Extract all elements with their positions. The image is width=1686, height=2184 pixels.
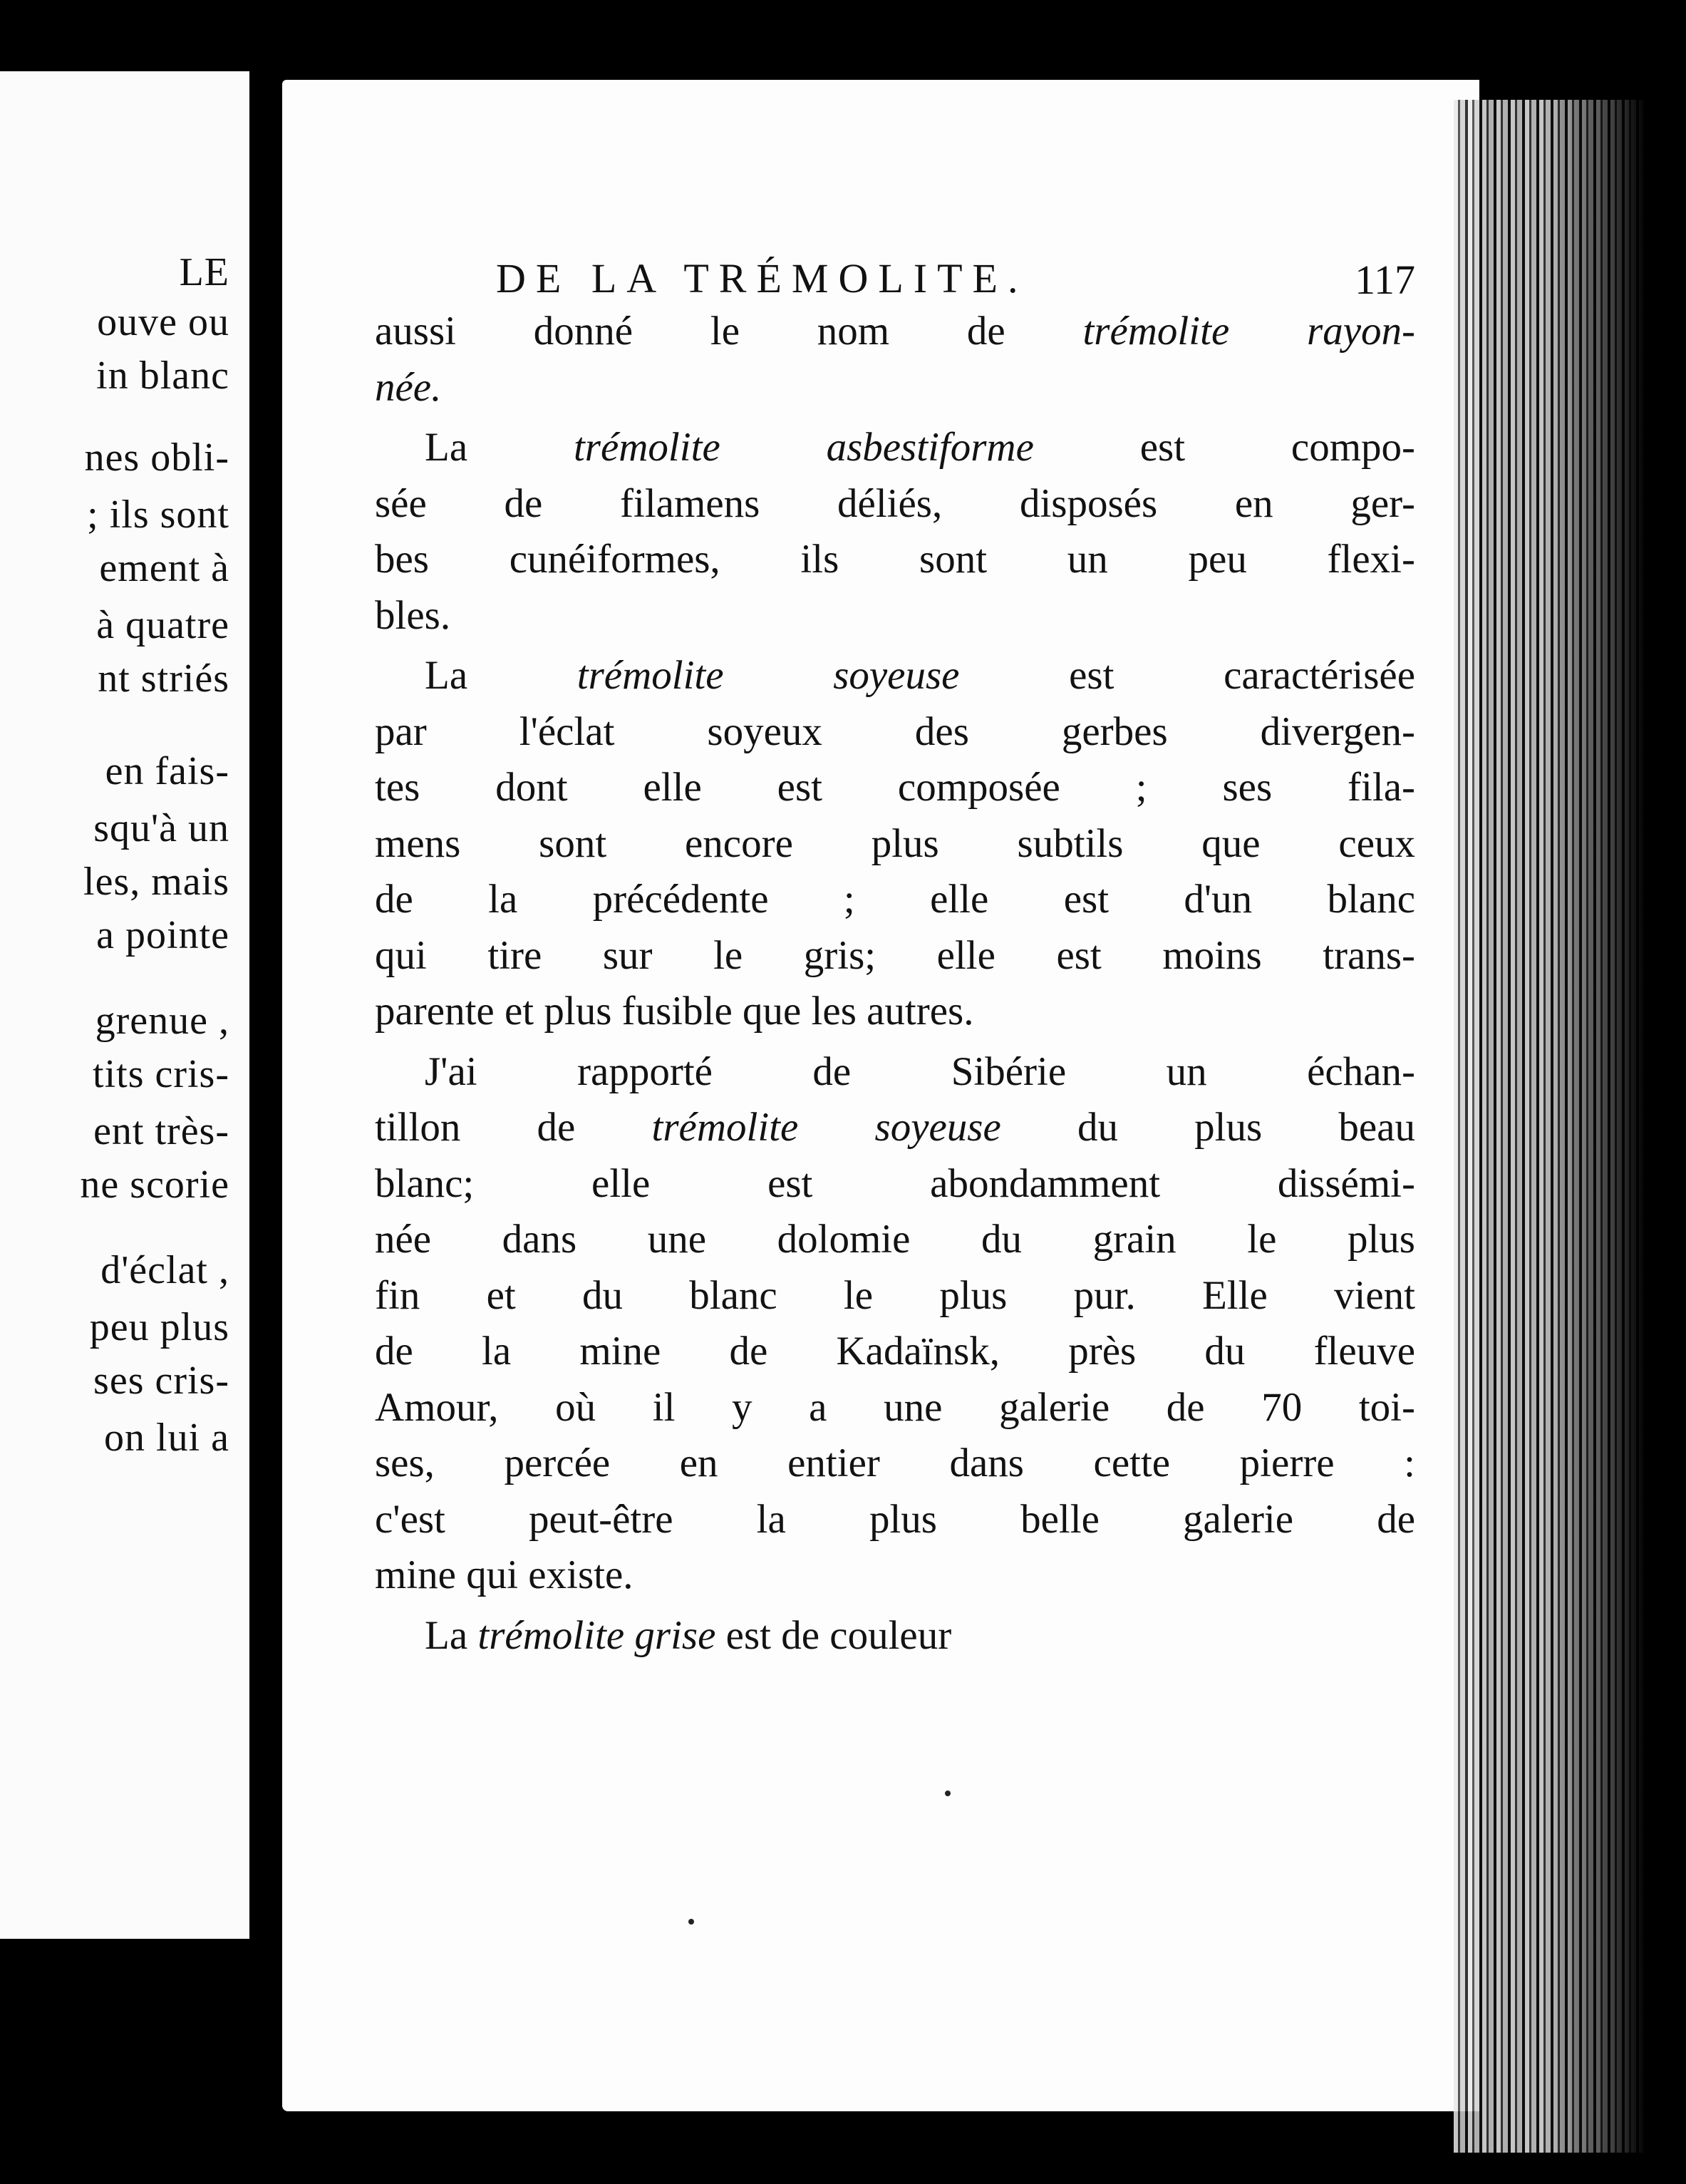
page-number: 117: [1355, 257, 1415, 303]
italic-term: trémolite soyeuse: [651, 1105, 1001, 1150]
text-run: bes cunéiformes, ils sont un peu flexi-: [375, 537, 1415, 582]
text-run: ses, percée en entier dans cette pierre :: [375, 1441, 1415, 1485]
text-run: de la précédente ; elle est d'un blanc: [375, 877, 1415, 922]
left-page-line-fragment: peu plus: [89, 1305, 229, 1349]
text-line: [375, 536, 1415, 583]
right-page: [282, 80, 1479, 2111]
text-line: [375, 1216, 1415, 1263]
text-line: [375, 364, 1415, 411]
left-page-line-fragment: ses cris-: [93, 1359, 229, 1403]
text-run: Amour, où il y a une galerie de 70 toi-: [375, 1384, 1415, 1430]
text-run: qui tire sur le gris; elle est moins trans-: [375, 932, 1415, 978]
text-line: [375, 308, 1415, 355]
text-line: [375, 1612, 1415, 1659]
text-line: [375, 1384, 1415, 1431]
ink-speck: [688, 1919, 694, 1925]
left-page: [0, 71, 249, 1939]
text-run: de la mine de Kadaïnsk, près du fleuve: [375, 1329, 1415, 1374]
italic-term: trémolite soyeuse: [576, 653, 960, 698]
text-line: [375, 1049, 1415, 1096]
text-run: tillon de: [375, 1105, 652, 1150]
text-run: mens sont encore plus subtils que ceux: [375, 820, 1415, 866]
book-fore-edge-shadow: [1553, 71, 1686, 2184]
left-page-line-fragment: ent très-: [93, 1109, 229, 1153]
left-page-line-fragment: d'éclat ,: [100, 1248, 229, 1292]
text-line: [375, 592, 1415, 639]
left-page-line-fragment: LE: [179, 250, 229, 294]
text-run: La: [425, 1612, 478, 1658]
left-page-line-fragment: à quatre: [96, 603, 229, 647]
text-run: est compo-: [1033, 425, 1416, 470]
italic-term: trémolite rayon-: [1082, 309, 1415, 354]
text-line: [375, 1440, 1415, 1487]
text-run: c'est peut-être la plus belle galerie de: [375, 1496, 1415, 1542]
left-page-line-fragment: grenue ,: [95, 999, 229, 1043]
text-run: aussi donné le nom de: [375, 309, 1083, 354]
left-page-line-fragment: nt striés: [98, 656, 229, 701]
text-line: [375, 424, 1415, 471]
text-run: La: [425, 425, 574, 470]
text-run: est caractérisée: [959, 653, 1415, 698]
left-page-line-fragment: on lui a: [104, 1416, 229, 1460]
ink-speck: [945, 1791, 951, 1796]
book-gutter: [249, 43, 284, 2146]
left-page-line-fragment: tits cris-: [93, 1052, 229, 1096]
text-line: [375, 1496, 1415, 1543]
text-line: [375, 1104, 1415, 1151]
text-line: [375, 988, 1415, 1035]
left-page-line-fragment: ement à: [99, 546, 229, 590]
text-run: mine qui existe.: [375, 1552, 633, 1597]
left-page-line-fragment: nes obli-: [84, 436, 229, 480]
text-line: [375, 1160, 1415, 1207]
left-page-line-fragment: les, mais: [83, 860, 229, 904]
text-line: [375, 1328, 1415, 1375]
text-run: par l'éclat soyeux des gerbes divergen-: [375, 709, 1415, 754]
running-head: [496, 254, 1415, 311]
text-line: [375, 480, 1415, 527]
left-page-line-fragment: in blanc: [96, 354, 229, 398]
text-line: [375, 764, 1415, 811]
text-line: [375, 876, 1415, 923]
text-line: [375, 652, 1415, 699]
running-title: DE LA TRÉMOLITE.: [496, 255, 1028, 302]
text-run: bles.: [375, 592, 451, 638]
left-page-line-fragment: ouve ou: [97, 300, 229, 344]
text-run: La: [425, 653, 577, 698]
italic-term: trémolite asbestiforme: [573, 425, 1034, 470]
text-run: blanc; elle est abondamment dissémi-: [375, 1160, 1415, 1206]
left-page-line-fragment: en fais-: [105, 749, 229, 793]
left-page-line-fragment: squ'à un: [93, 806, 229, 850]
text-run: du plus beau: [1000, 1105, 1415, 1150]
text-run: née dans une dolomie du grain le plus: [375, 1217, 1415, 1262]
text-run: fin et du blanc le plus pur. Elle vient: [375, 1272, 1415, 1318]
text-line: [375, 709, 1415, 756]
text-run: est de couleur: [715, 1612, 952, 1658]
text-line: [375, 820, 1415, 867]
italic-term: trémolite grise: [477, 1612, 716, 1658]
left-page-line-fragment: a pointe: [96, 913, 229, 957]
text-run: parente et plus fusible que les autres.: [375, 989, 974, 1034]
left-page-line-fragment: ne scorie: [80, 1163, 229, 1207]
text-run: J'ai rapporté de Sibérie un échan-: [425, 1049, 1415, 1094]
text-line: [375, 1552, 1415, 1599]
italic-term: née.: [375, 364, 442, 410]
left-page-line-fragment: ; ils sont: [87, 493, 229, 537]
text-line: [375, 1272, 1415, 1319]
text-run: tes dont elle est composée ; ses fila-: [375, 765, 1415, 810]
text-line: [375, 932, 1415, 979]
text-run: sée de filamens déliés, disposés en ger-: [375, 480, 1415, 526]
